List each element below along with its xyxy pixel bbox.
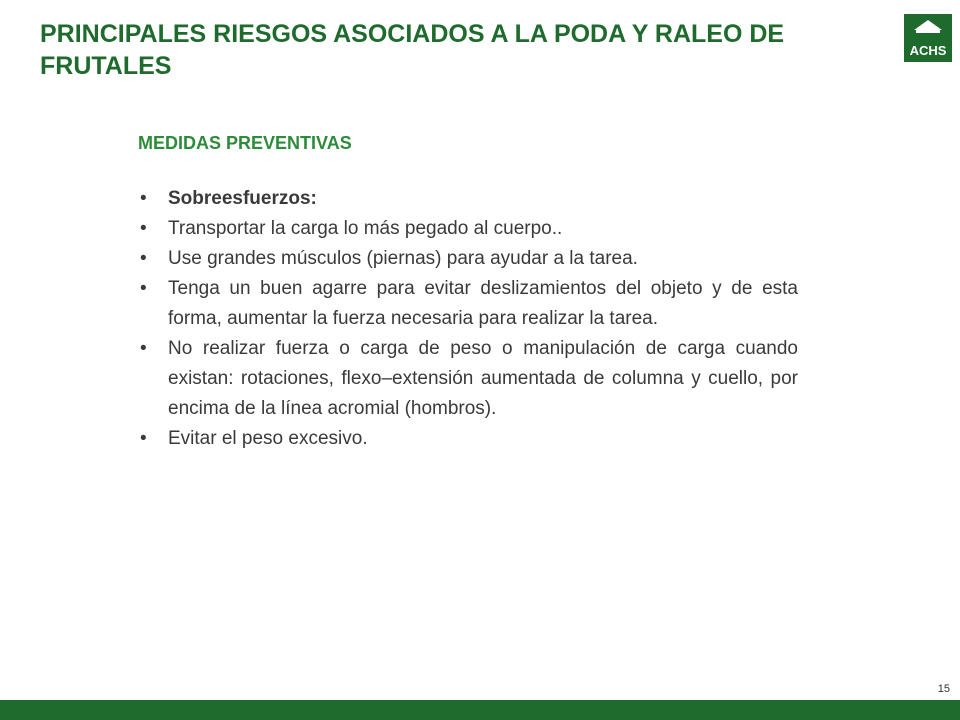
bullet-text: Evitar el peso excesivo. — [168, 428, 368, 449]
bullet-marker: • — [140, 218, 147, 239]
page-number: 15 — [937, 683, 950, 695]
bullet-marker: • — [140, 428, 147, 449]
bullet-text: Tenga un buen agarre para evitar deslizamientos del objeto y de esta forma, aumentar la fuerza necesaria para realizar la tarea. — [168, 278, 798, 329]
bullet-marker: • — [140, 338, 147, 359]
achs-logo — [904, 14, 952, 62]
bullet-list — [138, 184, 798, 454]
section-subheading: MEDIDAS PREVENTIVAS — [138, 133, 352, 153]
bullet-item — [138, 244, 798, 274]
bullet-item — [138, 214, 798, 244]
achs-logo-text: ACHS — [909, 43, 947, 58]
bullet-marker: • — [140, 248, 147, 269]
bullet-item — [138, 424, 798, 454]
slide-content — [138, 130, 798, 454]
bullet-text: Transportar la carga lo más pegado al cuerpo.. — [168, 218, 563, 239]
bullet-text: No realizar fuerza o carga de peso o manipulación de carga cuando existan: rotaciones, flexo–extensión aumentada de columna y cuello, por encima de la línea acromial (hombros). — [168, 338, 798, 419]
bullet-marker: • — [140, 188, 147, 209]
footer-bar — [0, 700, 960, 720]
bullet-text: Use grandes músculos (piernas) para ayudar a la tarea. — [168, 248, 638, 269]
bullet-item — [138, 274, 798, 334]
bullet-item — [138, 334, 798, 424]
bullet-text: Sobreesfuerzos: — [168, 188, 317, 209]
bullet-marker: • — [140, 278, 147, 299]
slide-title: PRINCIPALES RIESGOS ASOCIADOS A LA PODA Y RALEO DE FRUTALES — [40, 20, 785, 80]
bullet-item — [138, 184, 798, 214]
